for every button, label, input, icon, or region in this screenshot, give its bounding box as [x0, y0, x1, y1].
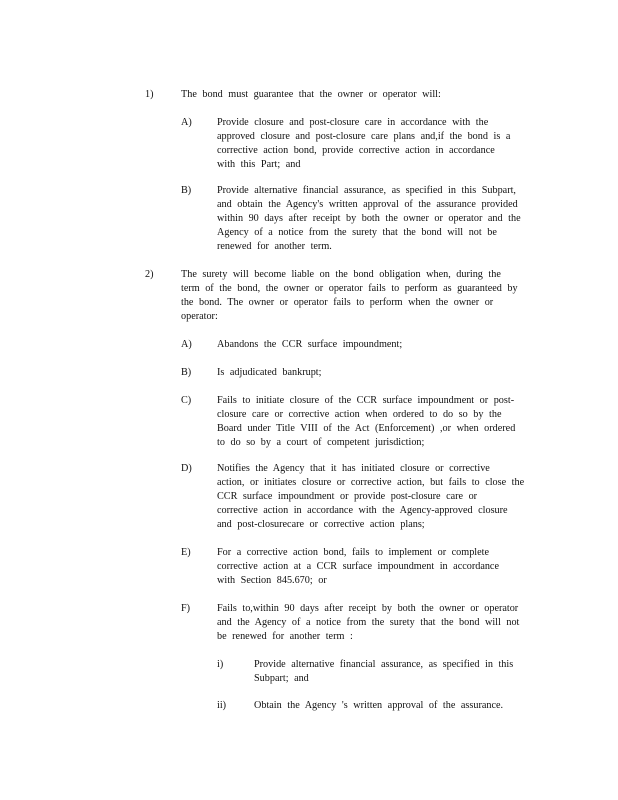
- text-line: action, or initiates closure or corrective action, but fails to close the: [217, 477, 525, 488]
- item-text: [217, 338, 541, 352]
- text-line: renewed for another term.: [217, 241, 332, 252]
- text-line: corrective action at a CCR surface impoundment in accordance: [217, 561, 499, 572]
- text-line: and post-closurecare or corrective action plans;: [217, 519, 425, 530]
- item-number: A): [181, 339, 192, 350]
- text-line: Provide alternative financial assurance, as specified in this: [254, 659, 514, 670]
- item-text: [217, 116, 541, 172]
- item-text: [217, 602, 541, 644]
- item-number: F): [181, 603, 191, 614]
- text-line: term of the bond, the owner or operator fails to perform as guaranteed by: [181, 283, 518, 294]
- item-number: 2): [145, 269, 154, 280]
- item-text: [181, 268, 541, 324]
- item-text: [181, 88, 541, 102]
- item-number: E): [181, 547, 191, 558]
- text-line: with Section 845.670; or: [217, 575, 327, 586]
- item-number: ii): [217, 700, 227, 711]
- text-line: operator:: [181, 311, 218, 322]
- text-line: The surety will become liable on the bond obligation when, during the: [181, 269, 501, 280]
- text-line: Agency of a notice from the surety that the bond will not be: [217, 227, 497, 238]
- item-text: [217, 366, 541, 380]
- text-line: and obtain the Agency's written approval of the assurance provided: [217, 199, 518, 210]
- text-line: For a corrective action bond, fails to implement or complete: [217, 547, 489, 558]
- text-line: Abandons the CCR surface impoundment;: [217, 339, 403, 350]
- text-line: Notifies the Agency that it has initiated closure or corrective: [217, 463, 490, 474]
- item-text: [217, 546, 541, 588]
- item-number: B): [181, 185, 192, 196]
- item-number: D): [181, 463, 192, 474]
- text-line: Fails to initiate closure of the CCR surface impoundment or post-: [217, 395, 515, 406]
- text-line: corrective action in accordance with the Agency-approved closure: [217, 505, 508, 516]
- text-line: within 90 days after receipt by both the owner or operator and the: [217, 213, 521, 224]
- item-text: [217, 184, 541, 254]
- text-line: the bond. The owner or operator fails to perform when the owner or: [181, 297, 494, 308]
- item-number: A): [181, 117, 192, 128]
- item-text: [254, 699, 539, 713]
- text-line: to do so by a court of competent jurisdiction;: [217, 437, 425, 448]
- text-line: and the Agency of a notice from the surety that the bond will not: [217, 617, 520, 628]
- item-number: B): [181, 367, 192, 378]
- item-text: [217, 462, 541, 532]
- text-line: Fails to,within 90 days after receipt by both the owner or operator: [217, 603, 519, 614]
- text-line: Subpart; and: [254, 673, 309, 684]
- text-line: with this Part; and: [217, 159, 301, 170]
- text-line: Obtain the Agency 's written approval of the assurance.: [254, 700, 504, 711]
- text-line: Provide closure and post-closure care in accordance with the: [217, 117, 489, 128]
- text-line: Is adjudicated bankrupt;: [217, 367, 322, 378]
- text-line: Provide alternative financial assurance, as specified in this Subpart,: [217, 185, 516, 196]
- item-text: [254, 658, 539, 686]
- item-text: [217, 394, 541, 450]
- text-line: corrective action bond, provide corrective action in accordance: [217, 145, 495, 156]
- text-line: closure care or corrective action when ordered to do so by the: [217, 409, 502, 420]
- text-line: The bond must guarantee that the owner or operator will:: [181, 89, 441, 100]
- text-line: be renewed for another term :: [217, 631, 353, 642]
- item-number: 1): [145, 89, 154, 100]
- text-line: approved closure and post-closure care plans and,if the bond is a: [217, 131, 511, 142]
- text-line: CCR surface impoundment or provide post-closure care or: [217, 491, 478, 502]
- item-number: i): [217, 659, 224, 670]
- text-line: Board under Title VIII of the Act (Enforcement) ,or when ordered: [217, 423, 516, 434]
- item-number: C): [181, 395, 192, 406]
